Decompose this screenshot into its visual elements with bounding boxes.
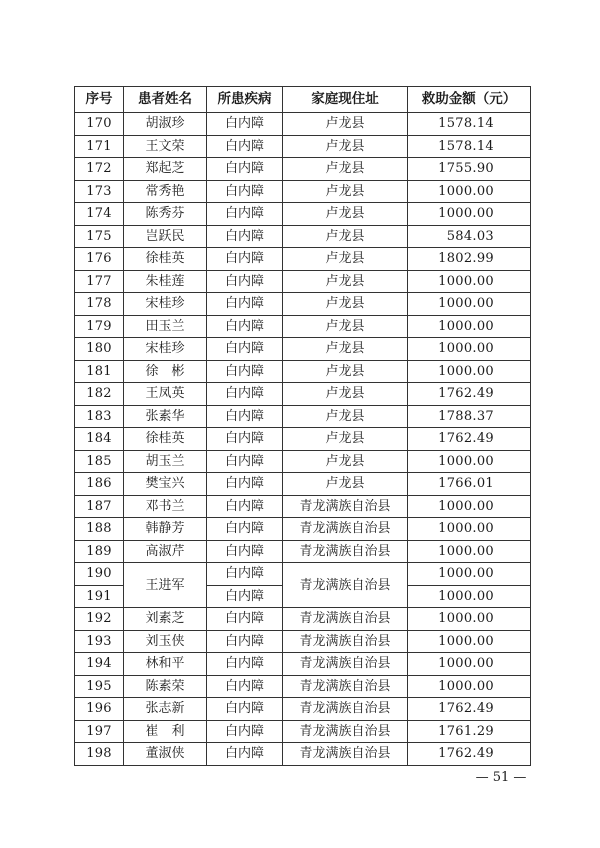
table-row — [75, 113, 531, 136]
table-row — [75, 653, 531, 676]
cell-patient-name: 宋桂珍 — [124, 338, 207, 361]
table-row — [75, 360, 531, 383]
table-row — [75, 293, 531, 316]
cell-amount: 1000.00 — [408, 518, 531, 541]
table-row — [75, 473, 531, 496]
cell-disease: 白内障 — [207, 540, 283, 563]
cell-serial: 177 — [75, 270, 124, 293]
table-row — [75, 270, 531, 293]
cell-disease: 白内障 — [207, 203, 283, 226]
table-row — [75, 383, 531, 406]
cell-amount: 1762.49 — [408, 428, 531, 451]
table-row — [75, 428, 531, 451]
cell-address: 卢龙县 — [283, 248, 408, 271]
cell-disease: 白内障 — [207, 563, 283, 586]
cell-serial: 174 — [75, 203, 124, 226]
cell-patient-name: 朱桂莲 — [124, 270, 207, 293]
cell-amount: 1766.01 — [408, 473, 531, 496]
cell-serial: 193 — [75, 630, 124, 653]
header-patient-name: 患者姓名 — [124, 87, 207, 113]
cell-patient-name: 徐桂英 — [124, 428, 207, 451]
cell-disease: 白内障 — [207, 720, 283, 743]
cell-disease: 白内障 — [207, 585, 283, 608]
cell-patient-name: 陈秀芬 — [124, 203, 207, 226]
cell-disease: 白内障 — [207, 248, 283, 271]
cell-patient-name: 徐 彬 — [124, 360, 207, 383]
table-row — [75, 203, 531, 226]
cell-patient-name: 崔 利 — [124, 720, 207, 743]
table-row — [75, 405, 531, 428]
cell-patient-name: 邓书兰 — [124, 495, 207, 518]
cell-patient-name: 王凤英 — [124, 383, 207, 406]
cell-amount: 1762.49 — [408, 743, 531, 766]
cell-serial: 179 — [75, 315, 124, 338]
cell-address: 青龙满族自治县 — [283, 563, 408, 608]
cell-address: 卢龙县 — [283, 270, 408, 293]
cell-serial: 175 — [75, 225, 124, 248]
cell-disease: 白内障 — [207, 293, 283, 316]
cell-amount: 1000.00 — [408, 675, 531, 698]
cell-disease: 白内障 — [207, 518, 283, 541]
table-header-row — [75, 87, 531, 113]
cell-address: 青龙满族自治县 — [283, 630, 408, 653]
cell-amount: 1000.00 — [408, 608, 531, 631]
table-row — [75, 450, 531, 473]
cell-amount: 1761.29 — [408, 720, 531, 743]
cell-amount: 1000.00 — [408, 360, 531, 383]
cell-amount: 1000.00 — [408, 338, 531, 361]
cell-serial: 192 — [75, 608, 124, 631]
cell-serial: 190 — [75, 563, 124, 586]
cell-disease: 白内障 — [207, 113, 283, 136]
cell-amount: 1578.14 — [408, 113, 531, 136]
table-row — [75, 315, 531, 338]
table-row — [75, 225, 531, 248]
header-address: 家庭现住址 — [283, 87, 408, 113]
cell-disease: 白内障 — [207, 405, 283, 428]
cell-serial: 182 — [75, 383, 124, 406]
cell-patient-name: 韩静芳 — [124, 518, 207, 541]
cell-address: 青龙满族自治县 — [283, 720, 408, 743]
cell-amount: 1000.00 — [408, 450, 531, 473]
table-row — [75, 495, 531, 518]
cell-serial: 180 — [75, 338, 124, 361]
cell-amount: 1000.00 — [408, 540, 531, 563]
cell-serial: 188 — [75, 518, 124, 541]
cell-amount: 1000.00 — [408, 270, 531, 293]
cell-patient-name: 田玉兰 — [124, 315, 207, 338]
cell-serial: 189 — [75, 540, 124, 563]
cell-amount: 584.03 — [408, 225, 531, 248]
cell-disease: 白内障 — [207, 360, 283, 383]
table-row — [75, 518, 531, 541]
header-amount: 救助金额（元） — [408, 87, 531, 113]
table-row — [75, 743, 531, 766]
cell-disease: 白内障 — [207, 630, 283, 653]
cell-address: 卢龙县 — [283, 203, 408, 226]
cell-address: 卢龙县 — [283, 135, 408, 158]
header-serial: 序号 — [75, 87, 124, 113]
table-row — [75, 608, 531, 631]
cell-patient-name: 常秀艳 — [124, 180, 207, 203]
cell-patient-name: 樊宝兴 — [124, 473, 207, 496]
table-row — [75, 540, 531, 563]
cell-amount: 1762.49 — [408, 698, 531, 721]
cell-address: 卢龙县 — [283, 315, 408, 338]
table-row — [75, 338, 531, 361]
assistance-table — [74, 86, 531, 766]
cell-disease: 白内障 — [207, 158, 283, 181]
cell-disease: 白内障 — [207, 383, 283, 406]
cell-disease: 白内障 — [207, 495, 283, 518]
cell-disease: 白内障 — [207, 180, 283, 203]
cell-patient-name: 岂跃民 — [124, 225, 207, 248]
cell-serial: 178 — [75, 293, 124, 316]
cell-serial: 181 — [75, 360, 124, 383]
cell-amount: 1000.00 — [408, 495, 531, 518]
cell-patient-name: 刘玉侠 — [124, 630, 207, 653]
cell-disease: 白内障 — [207, 315, 283, 338]
cell-disease: 白内障 — [207, 270, 283, 293]
table-row — [75, 180, 531, 203]
cell-address: 青龙满族自治县 — [283, 743, 408, 766]
cell-disease: 白内障 — [207, 450, 283, 473]
cell-amount: 1755.90 — [408, 158, 531, 181]
cell-address: 青龙满族自治县 — [283, 653, 408, 676]
cell-address: 卢龙县 — [283, 428, 408, 451]
cell-amount: 1000.00 — [408, 630, 531, 653]
cell-address: 卢龙县 — [283, 383, 408, 406]
table-row — [75, 630, 531, 653]
cell-patient-name: 张志新 — [124, 698, 207, 721]
cell-serial: 187 — [75, 495, 124, 518]
cell-serial: 194 — [75, 653, 124, 676]
table-body — [75, 113, 531, 766]
cell-disease: 白内障 — [207, 135, 283, 158]
cell-address: 青龙满族自治县 — [283, 608, 408, 631]
table-row — [75, 158, 531, 181]
cell-address: 青龙满族自治县 — [283, 675, 408, 698]
header-disease: 所患疾病 — [207, 87, 283, 113]
table-row — [75, 248, 531, 271]
cell-amount: 1000.00 — [408, 585, 531, 608]
cell-patient-name: 陈素荣 — [124, 675, 207, 698]
cell-patient-name: 王文荣 — [124, 135, 207, 158]
cell-amount: 1788.37 — [408, 405, 531, 428]
cell-disease: 白内障 — [207, 675, 283, 698]
cell-patient-name: 徐桂英 — [124, 248, 207, 271]
cell-amount: 1000.00 — [408, 563, 531, 586]
cell-serial: 183 — [75, 405, 124, 428]
cell-patient-name: 王进军 — [124, 563, 207, 608]
cell-serial: 195 — [75, 675, 124, 698]
cell-address: 青龙满族自治县 — [283, 495, 408, 518]
table-row — [75, 698, 531, 721]
cell-disease: 白内障 — [207, 743, 283, 766]
cell-address: 卢龙县 — [283, 338, 408, 361]
cell-disease: 白内障 — [207, 473, 283, 496]
cell-patient-name: 胡玉兰 — [124, 450, 207, 473]
cell-address: 青龙满族自治县 — [283, 518, 408, 541]
cell-address: 青龙满族自治县 — [283, 540, 408, 563]
cell-amount: 1802.99 — [408, 248, 531, 271]
cell-amount: 1000.00 — [408, 293, 531, 316]
cell-serial: 197 — [75, 720, 124, 743]
cell-serial: 173 — [75, 180, 124, 203]
cell-serial: 196 — [75, 698, 124, 721]
cell-patient-name: 刘素芝 — [124, 608, 207, 631]
cell-serial: 184 — [75, 428, 124, 451]
cell-disease: 白内障 — [207, 428, 283, 451]
cell-amount: 1000.00 — [408, 203, 531, 226]
cell-patient-name: 郑起芝 — [124, 158, 207, 181]
cell-serial: 185 — [75, 450, 124, 473]
cell-address: 青龙满族自治县 — [283, 698, 408, 721]
cell-address: 卢龙县 — [283, 473, 408, 496]
cell-serial: 191 — [75, 585, 124, 608]
cell-serial: 172 — [75, 158, 124, 181]
cell-address: 卢龙县 — [283, 225, 408, 248]
page-number: — 51 — — [475, 770, 527, 785]
cell-disease: 白内障 — [207, 338, 283, 361]
cell-patient-name: 宋桂珍 — [124, 293, 207, 316]
cell-patient-name: 董淑侠 — [124, 743, 207, 766]
table-row — [75, 675, 531, 698]
table-row — [75, 563, 531, 586]
table-row — [75, 720, 531, 743]
cell-address: 卢龙县 — [283, 113, 408, 136]
cell-address: 卢龙县 — [283, 405, 408, 428]
cell-amount: 1762.49 — [408, 383, 531, 406]
cell-patient-name: 高淑芹 — [124, 540, 207, 563]
cell-address: 卢龙县 — [283, 360, 408, 383]
cell-address: 卢龙县 — [283, 450, 408, 473]
cell-amount: 1000.00 — [408, 180, 531, 203]
cell-patient-name: 张素华 — [124, 405, 207, 428]
cell-serial: 171 — [75, 135, 124, 158]
cell-disease: 白内障 — [207, 608, 283, 631]
cell-address: 卢龙县 — [283, 293, 408, 316]
cell-amount: 1000.00 — [408, 653, 531, 676]
table-row — [75, 135, 531, 158]
cell-patient-name: 林和平 — [124, 653, 207, 676]
cell-disease: 白内障 — [207, 225, 283, 248]
cell-serial: 186 — [75, 473, 124, 496]
cell-serial: 198 — [75, 743, 124, 766]
cell-patient-name: 胡淑珍 — [124, 113, 207, 136]
cell-serial: 170 — [75, 113, 124, 136]
cell-disease: 白内障 — [207, 653, 283, 676]
cell-amount: 1578.14 — [408, 135, 531, 158]
cell-disease: 白内障 — [207, 698, 283, 721]
cell-serial: 176 — [75, 248, 124, 271]
cell-amount: 1000.00 — [408, 315, 531, 338]
cell-address: 卢龙县 — [283, 180, 408, 203]
cell-address: 卢龙县 — [283, 158, 408, 181]
